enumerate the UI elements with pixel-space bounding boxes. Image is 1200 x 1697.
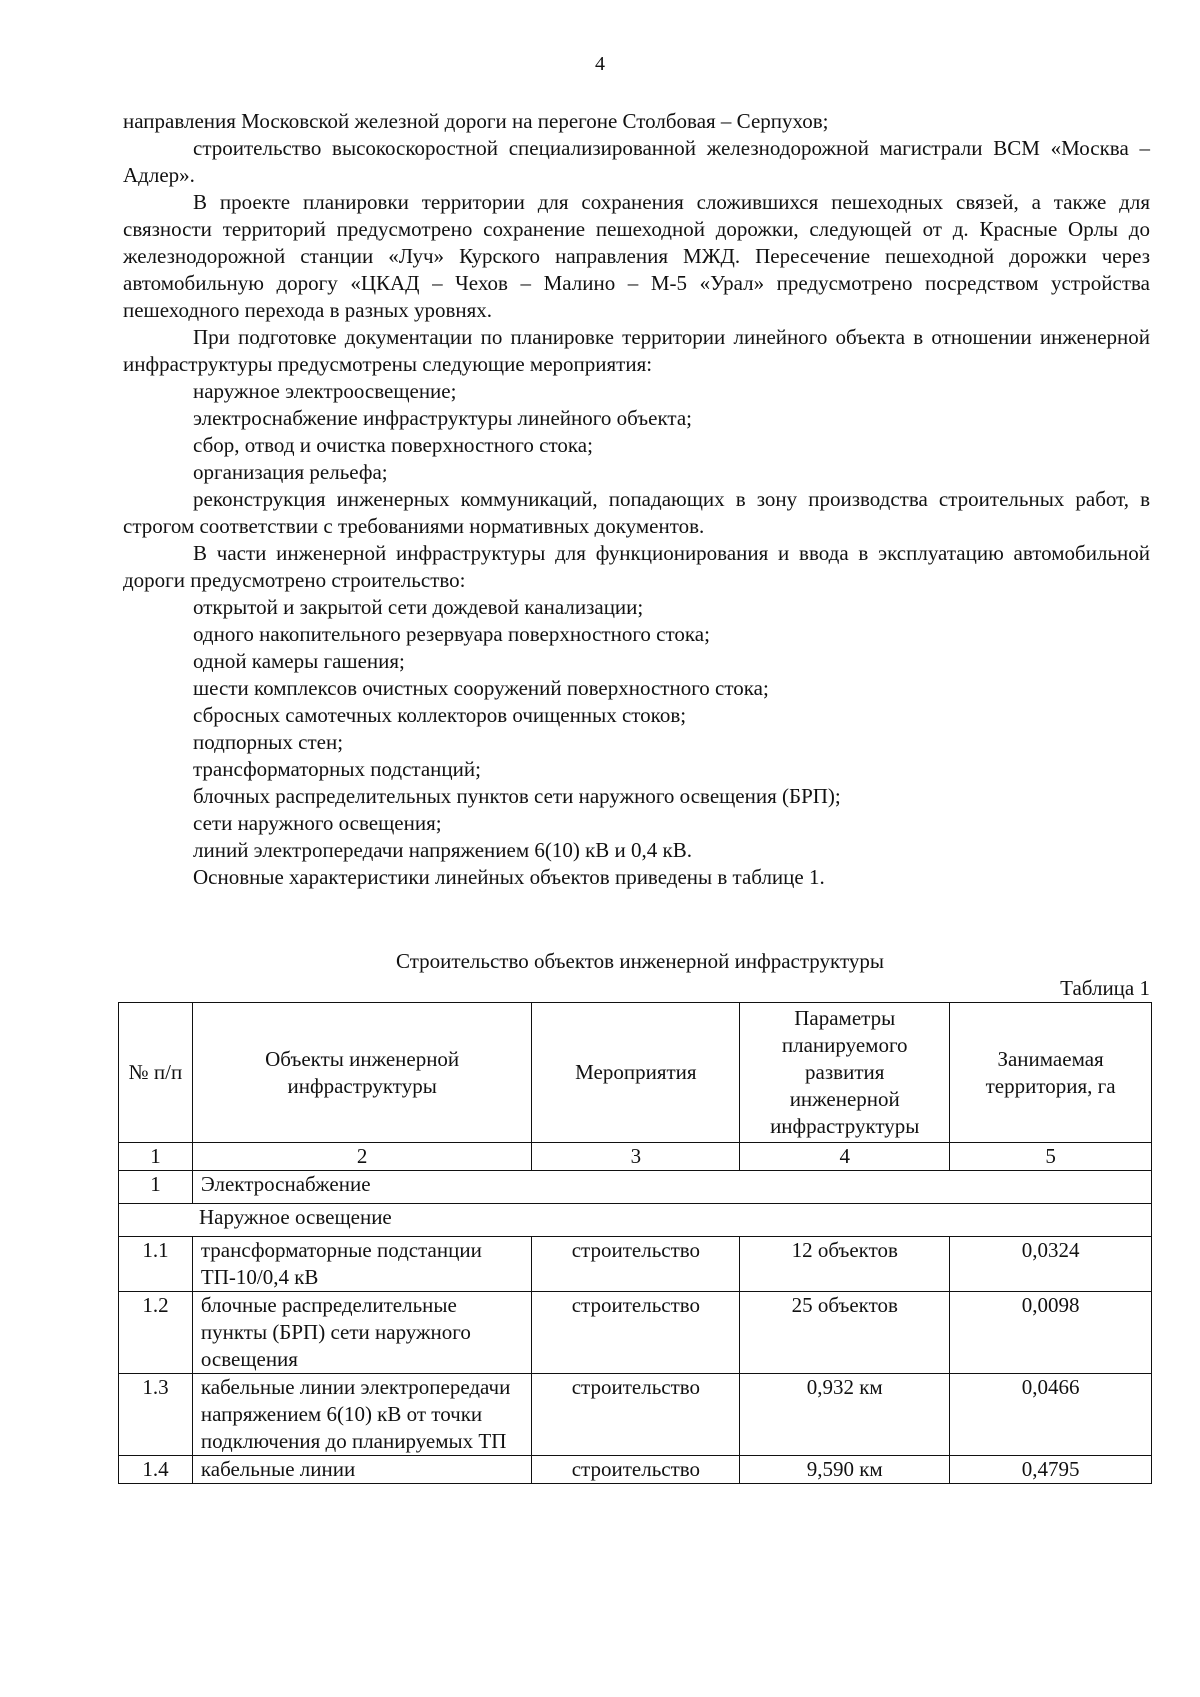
paragraph: строительство высокоскоростной специализированной железнодорожной магистрали ВСМ «Москва – Адлер». [123, 136, 1150, 187]
column-header: Параметры планируемого развития инженерной инфраструктуры [740, 1003, 950, 1143]
section-title: Электроснабжение [192, 1171, 1151, 1204]
list-item: одной камеры гашения; [193, 649, 405, 673]
column-number: 4 [740, 1143, 950, 1171]
list-item: открытой и закрытой сети дождевой канализации; [193, 595, 644, 619]
activity-cell: строительство [532, 1456, 740, 1484]
area-cell: 0,0098 [950, 1292, 1152, 1374]
paragraph: В проекте планировки территории для сохранения сложившихся пешеходных связей, а также для связности территорий предусмотрено сохранение пешеходной дорожки, следующей от д. Красные Орлы до железнодорожной станции «Луч» Курского направления МЖД. Пересечение пешеходной дорожки через автомобильную дорогу «ЦКАД – Чехов – Малино – М-5 «Урал» предусмотрено посредством устройства пешеходного перехода в разных уровнях. [123, 190, 1150, 322]
list-item: организация рельефа; [193, 460, 388, 484]
table-label: Таблица 1 [1060, 976, 1150, 1000]
list-item: блочных распределительных пунктов сети наружного освещения (БРП); [193, 784, 841, 808]
list-item: шести комплексов очистных сооружений поверхностного стока; [193, 676, 769, 700]
column-header: Объекты инженерной инфраструктуры [192, 1003, 532, 1143]
paragraph: При подготовке документации по планировке территории линейного объекта в отношении инженерной инфраструктуры предусмотрены следующие мероприятия: [123, 325, 1150, 376]
params-cell: 9,590 км [740, 1456, 950, 1484]
subsection-title: Наружное освещение [119, 1204, 1152, 1237]
activity-cell: строительство [532, 1292, 740, 1374]
table-caption: Строительство объектов инженерной инфраструктуры [396, 949, 884, 973]
activity-cell: строительство [532, 1374, 740, 1456]
paragraph: реконструкция инженерных коммуникаций, попадающих в зону производства строительных работ, в строгом соответствии с требованиями нормативных документов. [123, 487, 1150, 538]
list-item: наружное электроосвещение; [193, 379, 457, 403]
body-text [123, 108, 1150, 891]
paragraph: В части инженерной инфраструктуры для функционирования и ввода в эксплуатацию автомобильной дороги предусмотрено строительство: [123, 541, 1150, 592]
list-item: одного накопительного резервуара поверхностного стока; [193, 622, 710, 646]
table-row [119, 1456, 1152, 1484]
area-cell: 0,0466 [950, 1374, 1152, 1456]
list-item: сети наружного освещения; [193, 811, 442, 835]
column-number: 3 [532, 1143, 740, 1171]
list-item: линий электропередачи напряжением 6(10) кВ и 0,4 кВ. [193, 838, 693, 862]
table-row [119, 1292, 1152, 1374]
column-header: Мероприятия [532, 1003, 740, 1143]
row-number: 1.3 [119, 1374, 193, 1456]
page-number: 4 [595, 53, 605, 75]
section-row [119, 1171, 1152, 1204]
column-number-row [119, 1143, 1152, 1171]
list-item: электроснабжение инфраструктуры линейного объекта; [193, 406, 692, 430]
paragraph: направления Московской железной дороги на перегоне Столбовая – Серпухов; [123, 109, 829, 133]
params-cell: 0,932 км [740, 1374, 950, 1456]
row-number: 1.4 [119, 1456, 193, 1484]
infrastructure-table [118, 1002, 1152, 1484]
object-cell: трансформаторные подстанции ТП-10/0,4 кВ [192, 1237, 532, 1292]
row-number: 1.2 [119, 1292, 193, 1374]
column-header: Занимаемая территория, га [950, 1003, 1152, 1143]
column-number: 5 [950, 1143, 1152, 1171]
list-item: трансформаторных подстанций; [193, 757, 481, 781]
params-cell: 12 объектов [740, 1237, 950, 1292]
row-number: 1.1 [119, 1237, 193, 1292]
section-number: 1 [119, 1171, 193, 1204]
activity-cell: строительство [532, 1237, 740, 1292]
area-cell: 0,0324 [950, 1237, 1152, 1292]
list-item: сбросных самотечных коллекторов очищенных стоков; [193, 703, 687, 727]
column-header: № п/п [119, 1003, 193, 1143]
params-cell: 25 объектов [740, 1292, 950, 1374]
table-row [119, 1237, 1152, 1292]
table-row [119, 1374, 1152, 1456]
list-item: сбор, отвод и очистка поверхностного стока; [193, 433, 593, 457]
object-cell: кабельные линии [192, 1456, 532, 1484]
object-cell: блочные распределительные пункты (БРП) сети наружного освещения [192, 1292, 532, 1374]
paragraph: Основные характеристики линейных объектов приведены в таблице 1. [193, 865, 825, 889]
object-cell: кабельные линии электропередачи напряжением 6(10) кВ от точки подключения до планируемых ТП [192, 1374, 532, 1456]
table-header-row [119, 1003, 1152, 1143]
column-number: 2 [192, 1143, 532, 1171]
column-number: 1 [119, 1143, 193, 1171]
list-item: подпорных стен; [193, 730, 344, 754]
subsection-row [119, 1204, 1152, 1237]
area-cell: 0,4795 [950, 1456, 1152, 1484]
